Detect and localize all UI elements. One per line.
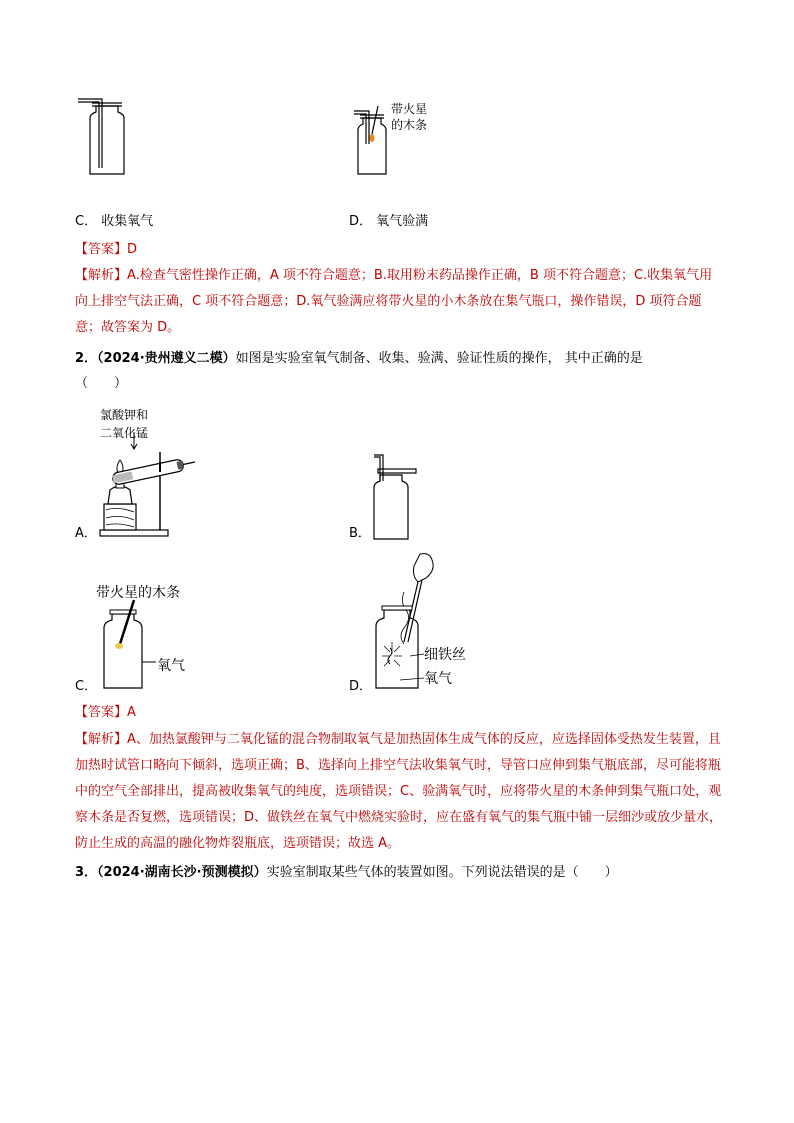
analysis-tag: 【解析】 [75,732,128,747]
fig-d-label-line2: 的木条 [391,118,428,132]
fig-d-wire-label: 细铁丝 [424,647,466,663]
fig-d-label [391,101,427,133]
q2-option-b: B． [349,526,371,541]
fig-d-label-line1: 带火星 [391,102,428,116]
q2-source: （2024·贵州遵义二模） [97,351,236,366]
answer-value: A [127,705,136,720]
fig-c-gas: 氧气 [157,658,185,674]
fig-c-label: 带火星的木条 [96,585,180,601]
q1-option-c: C． 收集氧气 [75,214,154,229]
q3-source: （2024·湖南长沙·预测模拟） [97,865,267,880]
q2-paren: （ ） [75,376,128,391]
q2-stem-text: 如图是实验室氧气制备、收集、验满、验证性质的操作， 其中正确的是 [235,351,643,366]
q3-number: 3． [75,865,98,880]
q2-option-d: D． [349,679,373,694]
q1-option-d: D． 氧气验满 [349,214,429,229]
q1-analysis [75,263,725,341]
analysis-tag: 【解析】 [75,268,128,283]
q3-stem-text: 实验室制取某些气体的装置如图。下列说法错误的是（ ） [266,865,618,880]
fig-heating-apparatus [98,432,198,540]
answer-tag: 【答案】 [75,705,128,720]
answer-value: D [127,242,138,257]
q2-option-a: A． [75,526,97,541]
fig-oxygen-test-bottle [100,600,164,690]
answer-tag: 【答案】 [75,242,128,257]
q2-analysis [75,727,725,857]
fig-a-label-line1: 氯酸钾和 [100,408,149,422]
q1-answer [75,241,137,259]
fig-iron-wire-combustion [370,552,470,692]
fig-d-gas-label: 氧气 [424,671,452,687]
q2-answer [75,704,136,722]
fig-oxygen-full-test [350,104,390,179]
fig-a-label-line2: 二氧化锰 [100,426,149,440]
analysis-text: A.检查气密性操作正确，A 项不符合题意；B.取用粉末药品操作正确，B 项不符合题意；C.收集氧气用向上排空气法正确，C 项不符合题意；D.氧气验满应将带火星的小木条放在集气瓶口，操作错误，D 项符合题意；故答案为 D。 [75,268,713,335]
q2-stem [75,350,643,368]
q3-stem [75,864,618,882]
fig-collect-bottle [368,455,418,541]
analysis-text: A、加热氯酸钾与二氧化锰的混合物制取氧气是加热固体生成气体的反应，应选择固体受热发生装置，且加热时试管口略向下倾斜，选项正确；B、选择向上排空气法收集氧气时，导管口应伸到集气瓶底部，尽可能将瓶中的空气全部排出，提高被收集氧气的纯度，选项错误；C、验满氧气时，应将带火星的木条伸到集气瓶口处，观察木条是否复燃，选项错误；D、做铁丝在氧气中燃烧实验时，应在盛有氧气的集气瓶中铺一层细沙或放少量水，防止生成的高温的融化物炸裂瓶底，选项错误；故选 A。 [75,732,723,851]
q2-option-c: C． [75,679,98,694]
q2-number: 2． [75,351,98,366]
fig-collect-oxygen [70,92,140,182]
